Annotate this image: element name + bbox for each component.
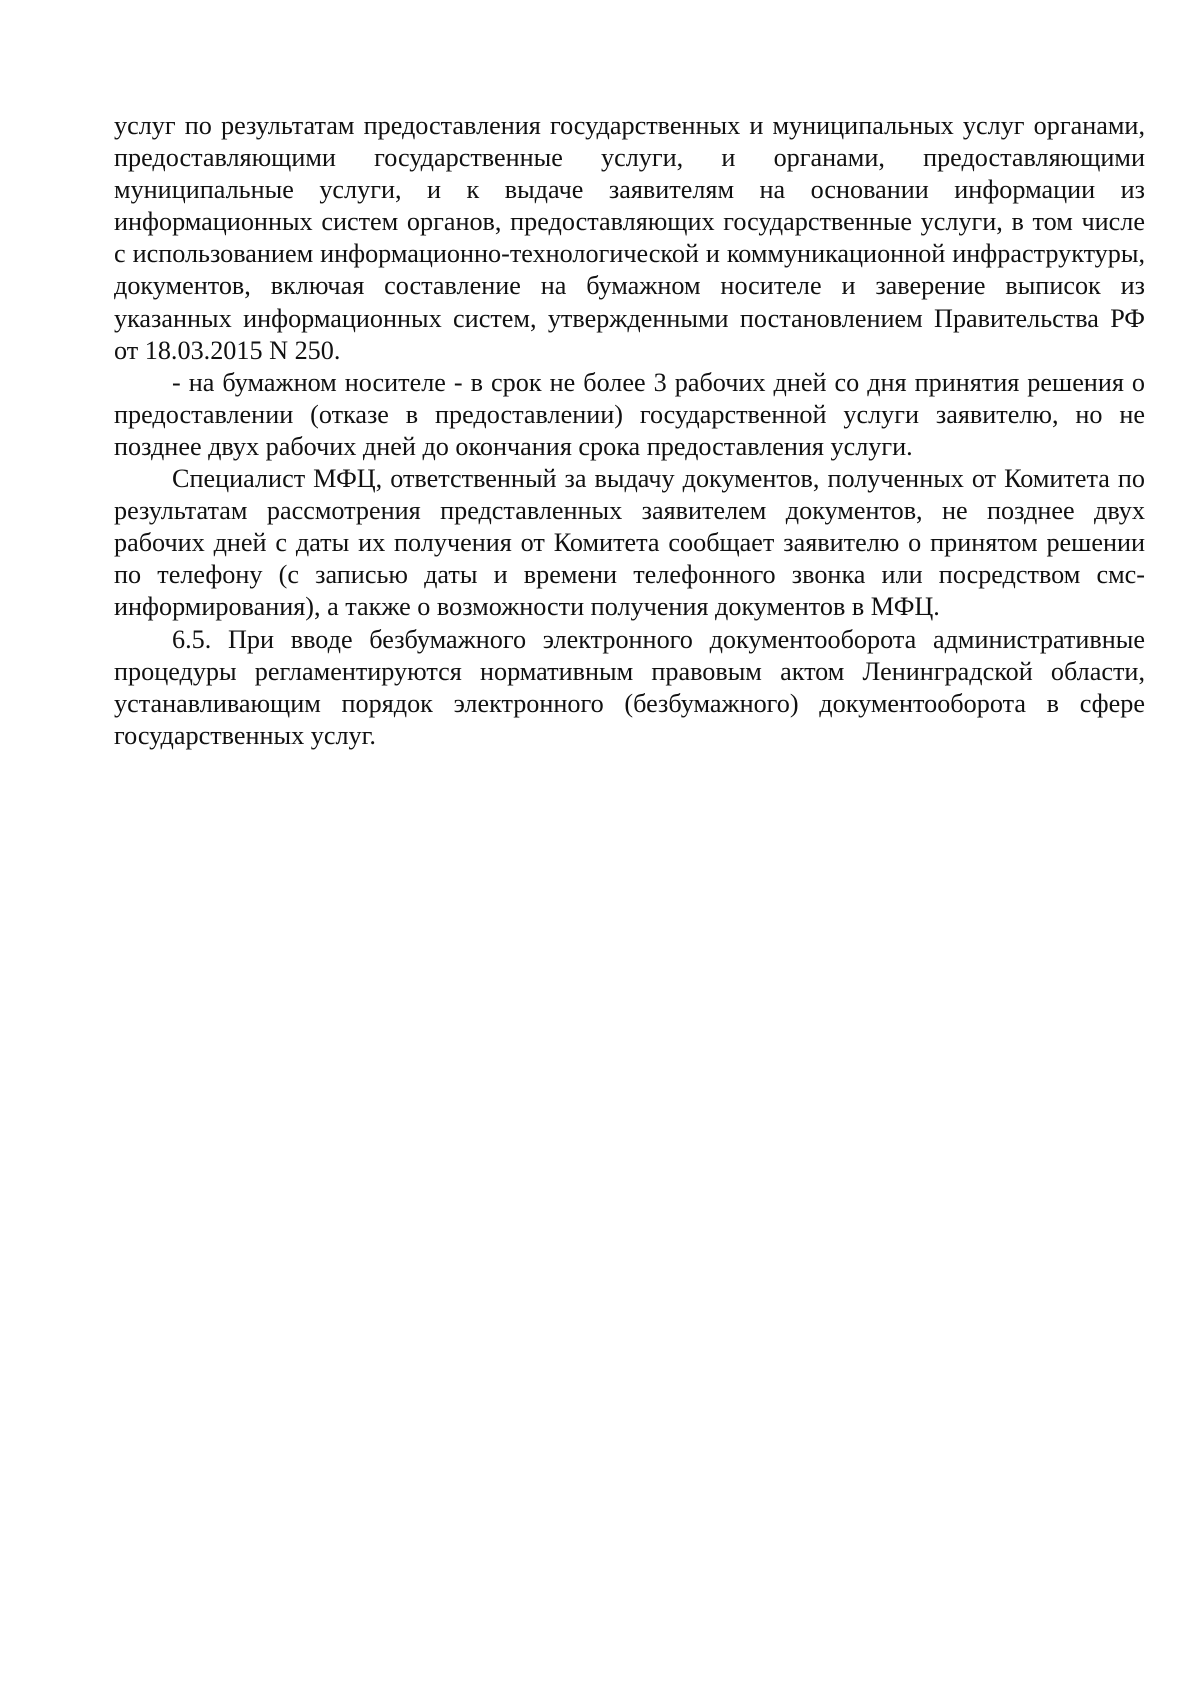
paragraph-paper-carrier: - на бумажном носителе - в срок не более 3 рабочих дней со дня принятия решения о предоставлении (отказе в предоставлении) государственной услуги заявителю, но не позднее двух рабочих дней до окончания срока предоставления услуги.: [114, 367, 1145, 461]
paragraph-continuation: услуг по результатам предоставления государственных и муниципальных услуг органами, предоставляющими государственные услуги, и органами, предоставляющими муниципальные услуги, и к выдаче заявителям на основании информации из информационных систем органов, предоставляющих государственные услуги, в том числе с использованием информационно-технологической и коммуникационной инфраструктуры, документов, включая составление на бумажном носителе и заверение выписок из указанных информационных систем, утвержденными постановлением Правительства РФ от 18.03.2015 N 250.: [114, 111, 1145, 365]
document-body: [114, 110, 1145, 752]
paragraph-6-5: 6.5. При вводе безбумажного электронного документооборота административные процедуры регламентируются нормативным правовым актом Ленинградской области, устанавливающим порядок электронного (безбумажного) документооборота в сфере государственных услуг.: [114, 624, 1145, 750]
paragraph-mfc-specialist: Специалист МФЦ, ответственный за выдачу документов, полученных от Комитета по результатам рассмотрения представленных заявителем документов, не позднее двух рабочих дней с даты их получения от Комитета сообщает заявителю о принятом решении по телефону (с записью даты и времени телефонного звонка или посредством смс-информирования), а также о возможности получения документов в МФЦ.: [114, 464, 1145, 622]
